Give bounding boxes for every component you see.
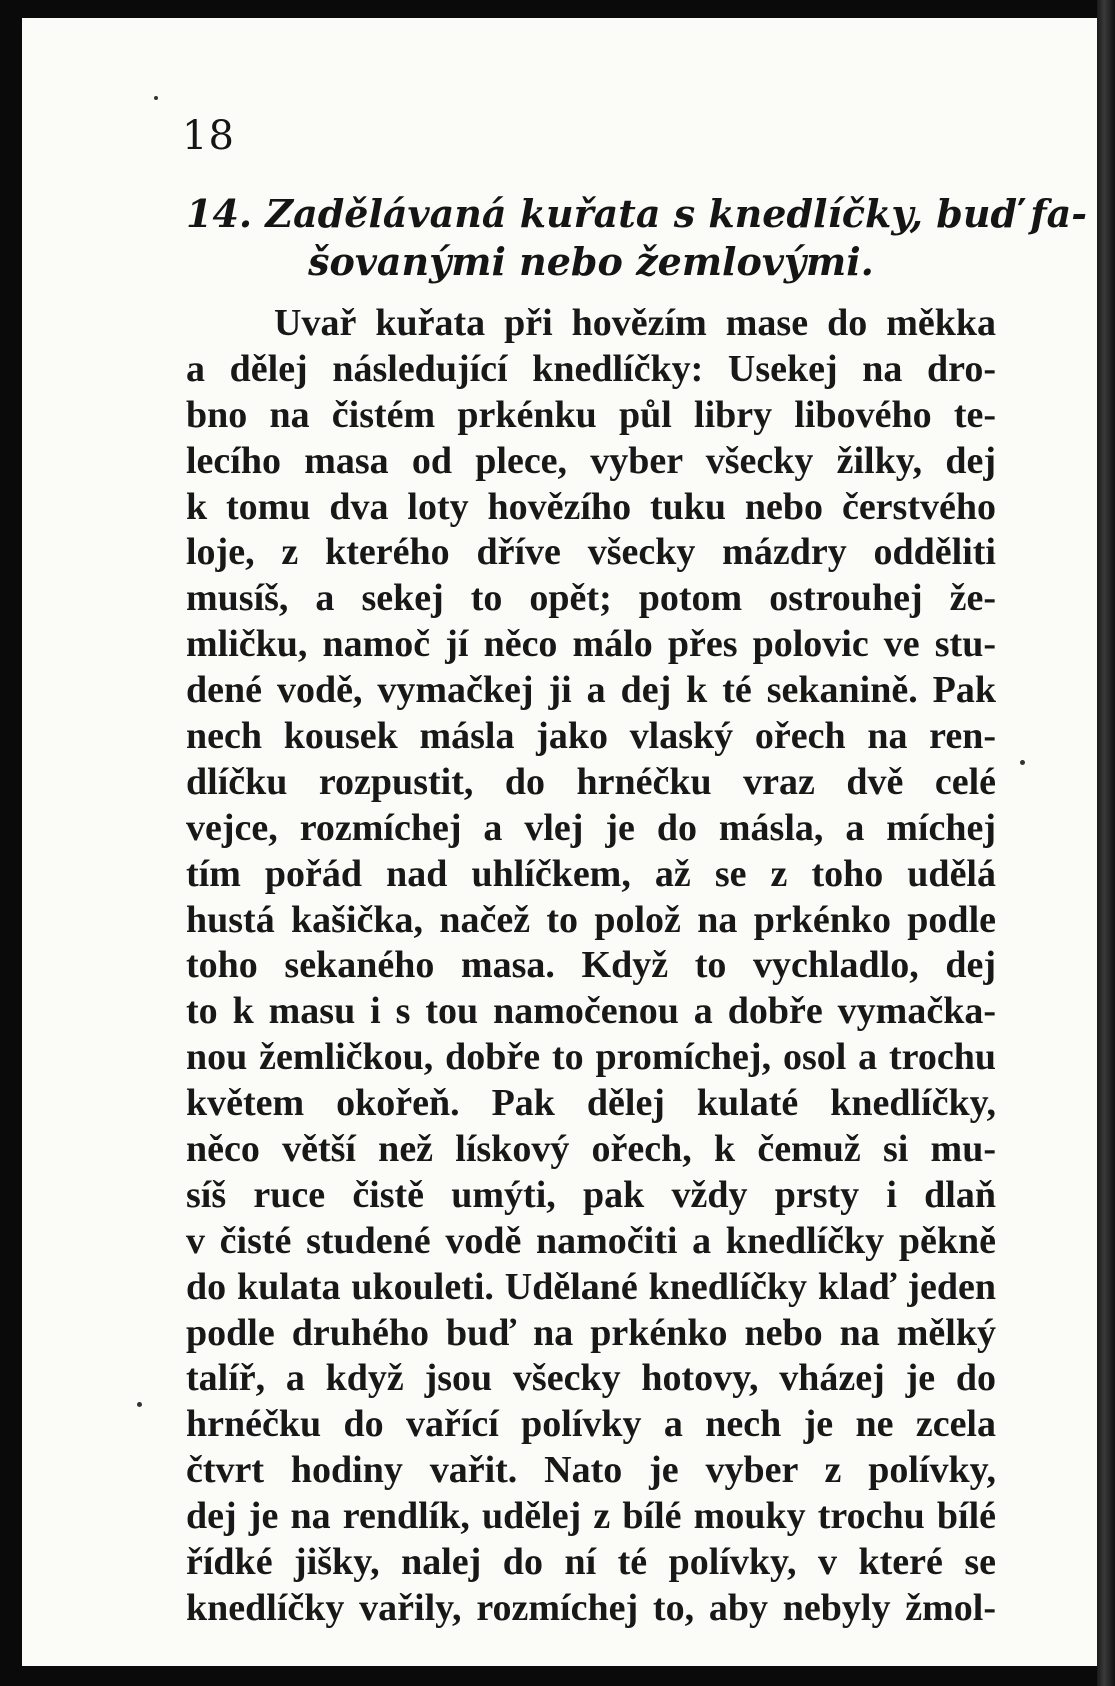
text-line: Uvař kuřata při hovězím mase do měkka (274, 302, 996, 344)
text-line: hrnéčku do vařící polívky a nech je ne zcela (186, 1403, 996, 1446)
text-line: nou žemličkou, dobře to promíchej, osol a trochu (186, 1036, 996, 1079)
body-paragraph (186, 301, 996, 1632)
page-number: 18 (182, 113, 235, 159)
text-line: dej je na rendlík, udělej z bílé mouky trochu bílé (186, 1495, 996, 1538)
text-line: talíř, a když jsou všecky hotovy, vházej je do (186, 1357, 996, 1400)
text-line: do kulata ukouleti. Udělané knedlíčky klaď jeden (186, 1265, 996, 1308)
text-line: musíš, a sekej to opět; potom ostrouhej že- (186, 577, 996, 620)
text-line: bno na čistém prkénku půl libry libového te- (186, 393, 996, 436)
text-line: dené vodě, vymačkej ji a dej k té sekanině. Pak (186, 669, 996, 712)
text-line: a dělej následující knedlíčky: Usekej na dro- (186, 347, 996, 390)
text-line: síš ruce čistě umýti, pak vždy prsty i dlaň (186, 1173, 996, 1216)
text-line: květem okořeň. Pak dělej kulaté knedlíčky, (186, 1082, 996, 1125)
text-line: podle druhého buď na prkénko nebo na mělký (186, 1311, 996, 1354)
text-line: knedlíčky vařily, rozmíchej to, aby nebyly žmol- (186, 1586, 996, 1629)
page-edge-shadow (1097, 0, 1115, 1686)
heading-line: 14. Zadělávaná kuřata s knedlíčky, buď fa- (186, 191, 1087, 236)
text-line: toho sekaného masa. Když to vychladlo, dej (186, 944, 996, 987)
text-line: dlíčku rozpustit, do hrnéčku vraz dvě celé (186, 760, 996, 803)
text-line: nech kousek másla jako vlaský ořech na ren- (186, 715, 996, 758)
text-line: loje, z kterého dříve všecky mázdry odděliti (186, 531, 996, 574)
text-line: lecího masa od plece, vyber všecky žilky, dej (186, 439, 996, 482)
text-line: čtvrt hodiny vařit. Nato je vyber z polívky, (186, 1449, 996, 1492)
text-line: k tomu dva loty hovězího tuku nebo čerstvého (186, 485, 996, 528)
text-line: v čisté studené vodě namočiti a knedlíčky pěkně (186, 1219, 996, 1262)
text-line: řídké jišky, nalej do ní té polívky, v které se (186, 1541, 996, 1584)
section-heading (186, 190, 1087, 286)
text-line: vejce, rozmíchej a vlej je do másla, a míchej (186, 806, 996, 849)
print-speck (1020, 760, 1025, 765)
print-speck (137, 1402, 142, 1407)
print-speck (154, 96, 158, 100)
heading-line: šovanými nebo žemlovými. (308, 239, 874, 284)
text-line: tím pořád nad uhlíčkem, až se z toho udělá (186, 852, 996, 895)
text-line: něco větší než lískový ořech, k čemuž si mu- (186, 1128, 996, 1171)
text-line: hustá kašička, načež to polož na prkénko podle (186, 898, 996, 941)
text-line: mličku, namoč jí něco málo přes polovic ve stu- (186, 623, 996, 666)
text-line: to k masu i s tou namočenou a dobře vymačka- (186, 990, 996, 1033)
